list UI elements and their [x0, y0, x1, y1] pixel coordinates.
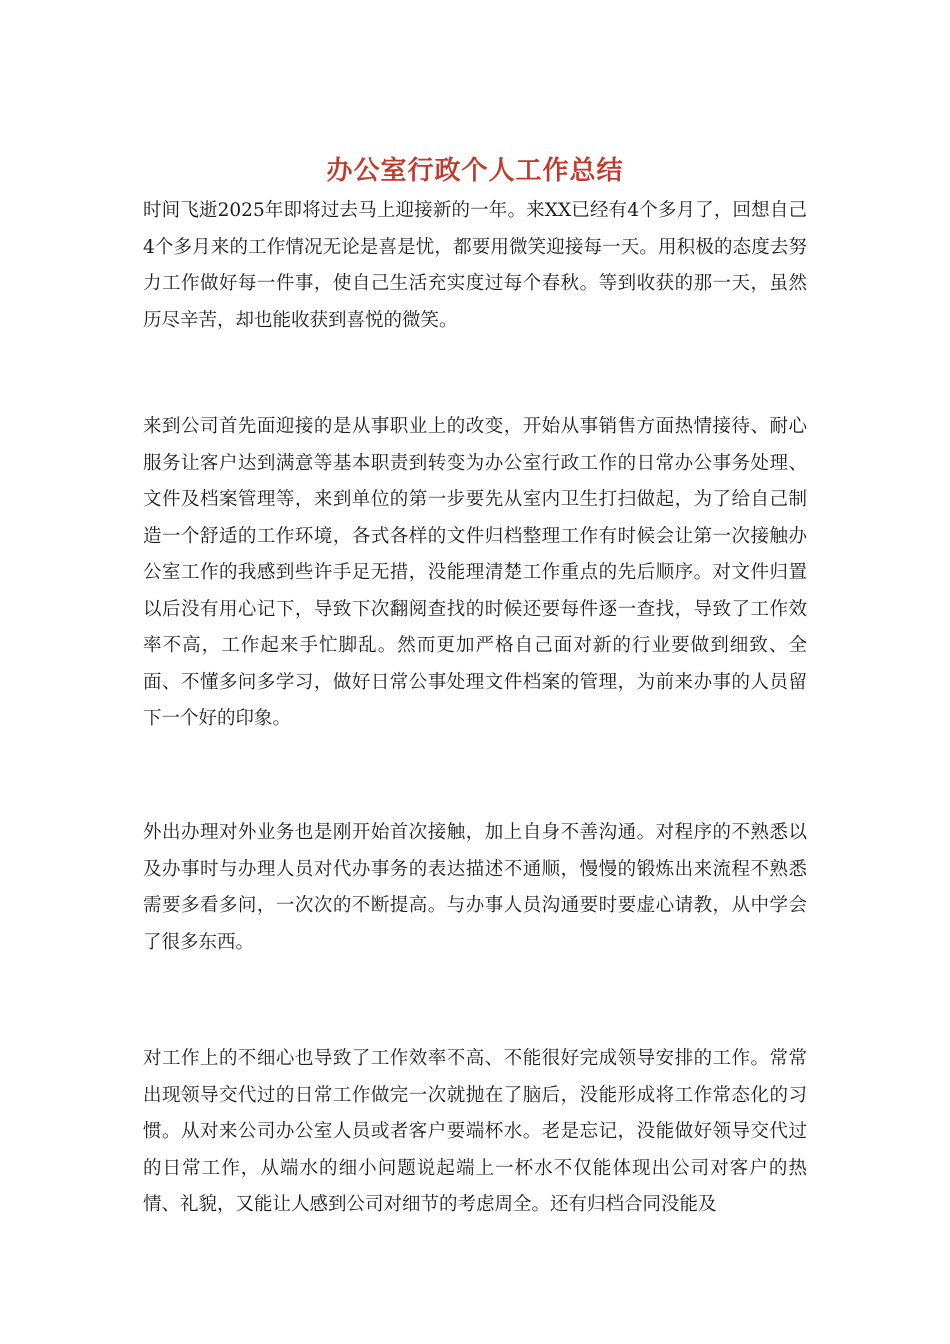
paragraph-4: 对工作上的不细心也导致了工作效率不高、不能很好完成领导安排的工作。常常出现领导交代过的日常工作做完一次就抛在了脑后，没能形成将工作常态化的习惯。从对来公司办公室人员或者客户要端杯水。老是忘记，没能做好领导交代过的日常工作，从端水的细小问题说起端上一杯水不仅能体现出公司对客户的热情、礼貌，又能让人感到公司对细节的考虑周全。还有归档合同没能及: [143, 1048, 807, 1215]
document-title: 办公室行政个人工作总结: [326, 156, 624, 186]
paragraph-1: 时间飞逝2025年即将过去马上迎接新的一年。来XX已经有4个多月了，回想自己4个多月来的工作情况无论是喜是忧，都要用微笑迎接每一天。用积极的态度去努力工作做好每一件事，使自己生活充实度过每个春秋。等到收获的那一天，虽然历尽辛苦，却也能收获到喜悦的微笑。: [143, 200, 807, 331]
paragraph-2: 来到公司首先面迎接的是从事职业上的改变，开始从事销售方面热情接待、耐心服务让客户达到满意等基本职责到转变为办公室行政工作的日常办公事务处理、文件及档案管理等，来到单位的第一步要先从室内卫生打扫做起，为了给自己制造一个舒适的工作环境，各式各样的文件归档整理工作有时候会让第一次接触办公室工作的我感到些许手足无措，没能理清楚工作重点的先后顺序。对文件归置以后没有用心记下，导致下次翻阅查找的时候还要每件逐一查找，导致了工作效率不高，工作起来手忙脚乱。然而更加严格自己面对新的行业要做到细致、全面、不懂多问多学习，做好日常公事处理文件档案的管理，为前来办事的人员留下一个好的印象。: [143, 416, 807, 729]
paragraph-3: 外出办理对外业务也是刚开始首次接触，加上自身不善沟通。对程序的不熟悉以及办事时与办理人员对代办事务的表达描述不通顺，慢慢的锻炼出来流程不熟悉需要多看多问，一次次的不断提高。与办事人员沟通要时要虚心请教，从中学会了很多东西。: [143, 822, 807, 953]
